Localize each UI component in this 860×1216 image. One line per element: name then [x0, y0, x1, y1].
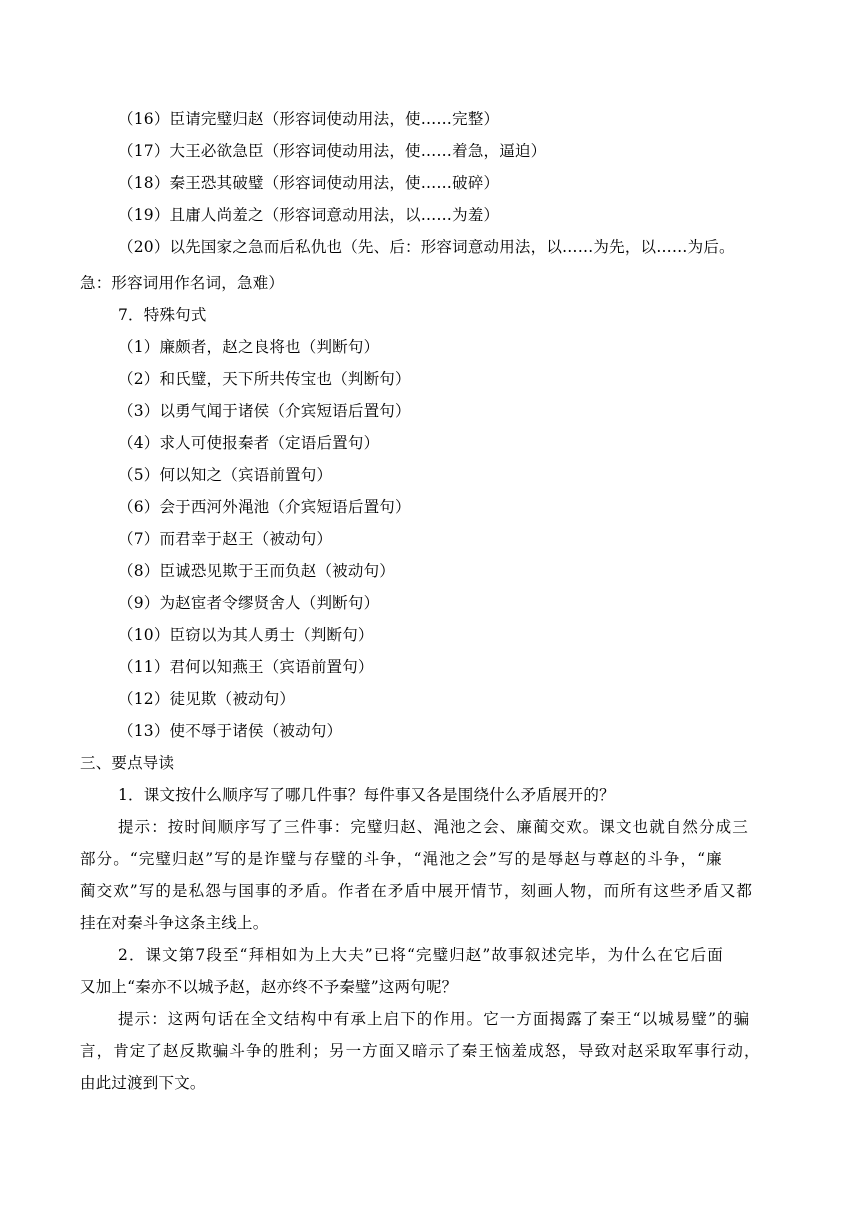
question-line: 1．课文按什么顺序写了哪几件事？每件事又各是围绕什么矛盾展开的？ [118, 786, 615, 804]
text-line: （18）秦王恐其破璧（形容词使动用法，使……破碎） [118, 174, 500, 192]
text-line: 言，肯定了赵反欺骗斗争的胜利；另一方面又暗示了秦王恼羞成怒，导致对赵采取军事行动， [80, 1042, 761, 1060]
text-line: （1）廉颇者，赵之良将也（判断句） [118, 338, 380, 356]
text-line: （7）而君幸于赵王（被动句） [118, 530, 333, 548]
text-line: （13）使不辱于诸侯（被动句） [118, 722, 343, 740]
text-line: 部分。“完璧归赵”写的是诈璧与存璧的斗争，“渑池之会”写的是辱赵与尊赵的斗争，“廉 [80, 850, 723, 868]
section-heading: 7．特殊句式 [118, 306, 207, 324]
text-line: 提示：按时间顺序写了三件事：完璧归赵、渑池之会、廉蔺交欢。课文也就自然分成三 [118, 818, 749, 836]
text-line: （19）且庸人尚羞之（形容词意动用法，以……为羞） [118, 206, 500, 224]
question-line: 2．课文第7段至“拜相如为上大夫”已将“完璧归赵”故事叙述完毕，为什么在它后面 [118, 946, 724, 964]
text-line: （3）以勇气闻于诸侯（介宾短语后置句） [118, 402, 411, 420]
section-heading: 三、要点导读 [80, 754, 175, 772]
text-line: （8）臣诚恐见欺于王而负赵（被动句） [118, 562, 395, 580]
text-line: （4）求人可使报秦者（定语后置句） [118, 434, 380, 452]
text-line: 提示：这两句话在全文结构中有承上启下的作用。它一方面揭露了秦王“以城易璧”的骗 [118, 1010, 751, 1028]
text-line: （16）臣请完璧归赵（形容词使动用法，使……完整） [118, 110, 500, 128]
text-line: 又加上“秦亦不以城予赵，赵亦终不予秦璧”这两句呢？ [80, 978, 458, 996]
text-line: 挂在对秦斗争这条主线上。 [80, 914, 269, 932]
text-line: （10）臣窃以为其人勇士（判断句） [118, 626, 374, 644]
text-line: （5）何以知之（宾语前置句） [118, 466, 333, 484]
text-line: （9）为赵宦者令缪贤舍人（判断句） [118, 594, 380, 612]
text-line: （12）徒见欺（被动句） [118, 690, 296, 708]
text-line: 蔺交欢”写的是私怨与国事的矛盾。作者在矛盾中展开情节，刻画人物，而所有这些矛盾又都 [80, 882, 754, 900]
text-line: （20）以先国家之急而后私仇也（先、后：形容词意动用法，以……为先，以……为后。 [118, 238, 735, 256]
text-line: 由此过渡到下文。 [80, 1074, 206, 1092]
text-line: 急：形容词用作名词，急难） [80, 274, 285, 292]
text-line: （6）会于西河外渑池（介宾短语后置句） [118, 498, 411, 516]
text-line: （2）和氏璧，天下所共传宝也（判断句） [118, 370, 411, 388]
text-line: （17）大王必欲急臣（形容词使动用法，使……着急，逼迫） [118, 142, 547, 160]
text-line: （11）君何以知燕王（宾语前置句） [118, 658, 374, 676]
